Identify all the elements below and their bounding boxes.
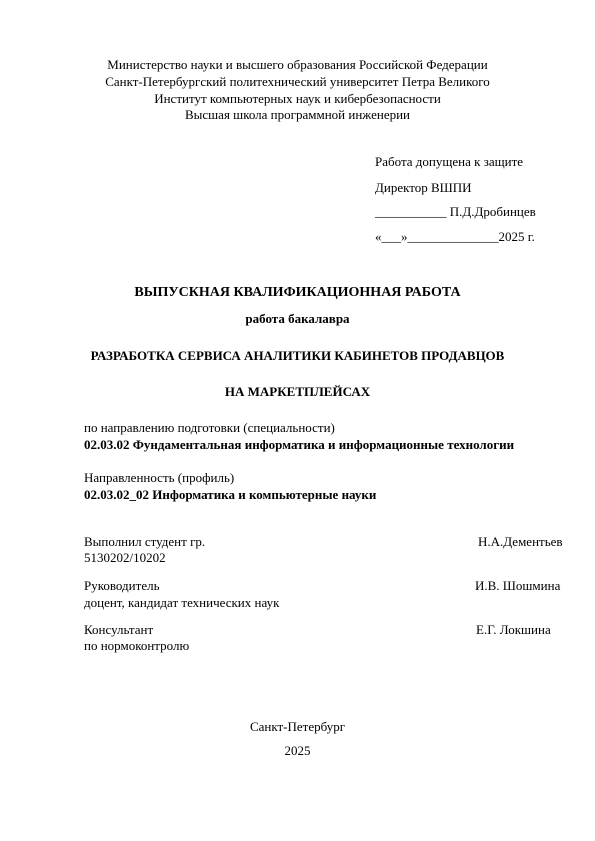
ministry-line: Министерство науки и высшего образования Российской Федерации: [107, 57, 488, 72]
direction-value: 02.03.02 Фундаментальная информатика и информационные технологии: [84, 437, 515, 452]
consultant-name: Е.Г. Локшина: [476, 622, 551, 637]
work-type: ВЫПУСКНАЯ КВАЛИФИКАЦИОННАЯ РАБОТА: [134, 285, 461, 300]
consultant-role: Консультант: [84, 622, 154, 637]
work-title-line1: РАЗРАБОТКА СЕРВИСА АНАЛИТИКИ КАБИНЕТОВ ПРОДАВЦОВ: [90, 348, 505, 363]
work-subtype: работа бакалавра: [245, 311, 350, 326]
approval-signature: ___________ П.Д.Дробинцев: [375, 204, 536, 219]
footer-city: Санкт-Петербург: [249, 719, 346, 734]
consultant-scope: по нормоконтролю: [84, 638, 190, 653]
student-role: Выполнил студент гр.: [84, 534, 206, 549]
institute-line: Институт компьютерных наук и кибербезопасности: [154, 91, 441, 106]
student-name: Н.А.Дементьев: [478, 534, 563, 549]
supervisor-role: Руководитель: [84, 578, 160, 593]
supervisor-title: доцент, кандидат технических наук: [84, 595, 280, 610]
work-title-line2: НА МАРКЕТПЛЕЙСАХ: [224, 384, 371, 399]
school-line: Высшая школа программной инженерии: [185, 107, 410, 122]
footer-year: 2025: [284, 743, 311, 758]
student-group: 5130202/10202: [84, 550, 166, 565]
university-line: Санкт-Петербургский политехнический университет Петра Великого: [105, 74, 490, 89]
profile-value: 02.03.02_02 Информатика и компьютерные науки: [84, 487, 377, 502]
approval-admitted: Работа допущена к защите: [375, 154, 524, 169]
supervisor-name: И.В. Шошмина: [475, 578, 561, 593]
approval-director: Директор ВШПИ: [375, 180, 472, 195]
direction-label: по направлению подготовки (специальности): [84, 420, 335, 435]
approval-date: «___»______________2025 г.: [375, 229, 535, 244]
profile-label: Направленность (профиль): [84, 470, 235, 485]
